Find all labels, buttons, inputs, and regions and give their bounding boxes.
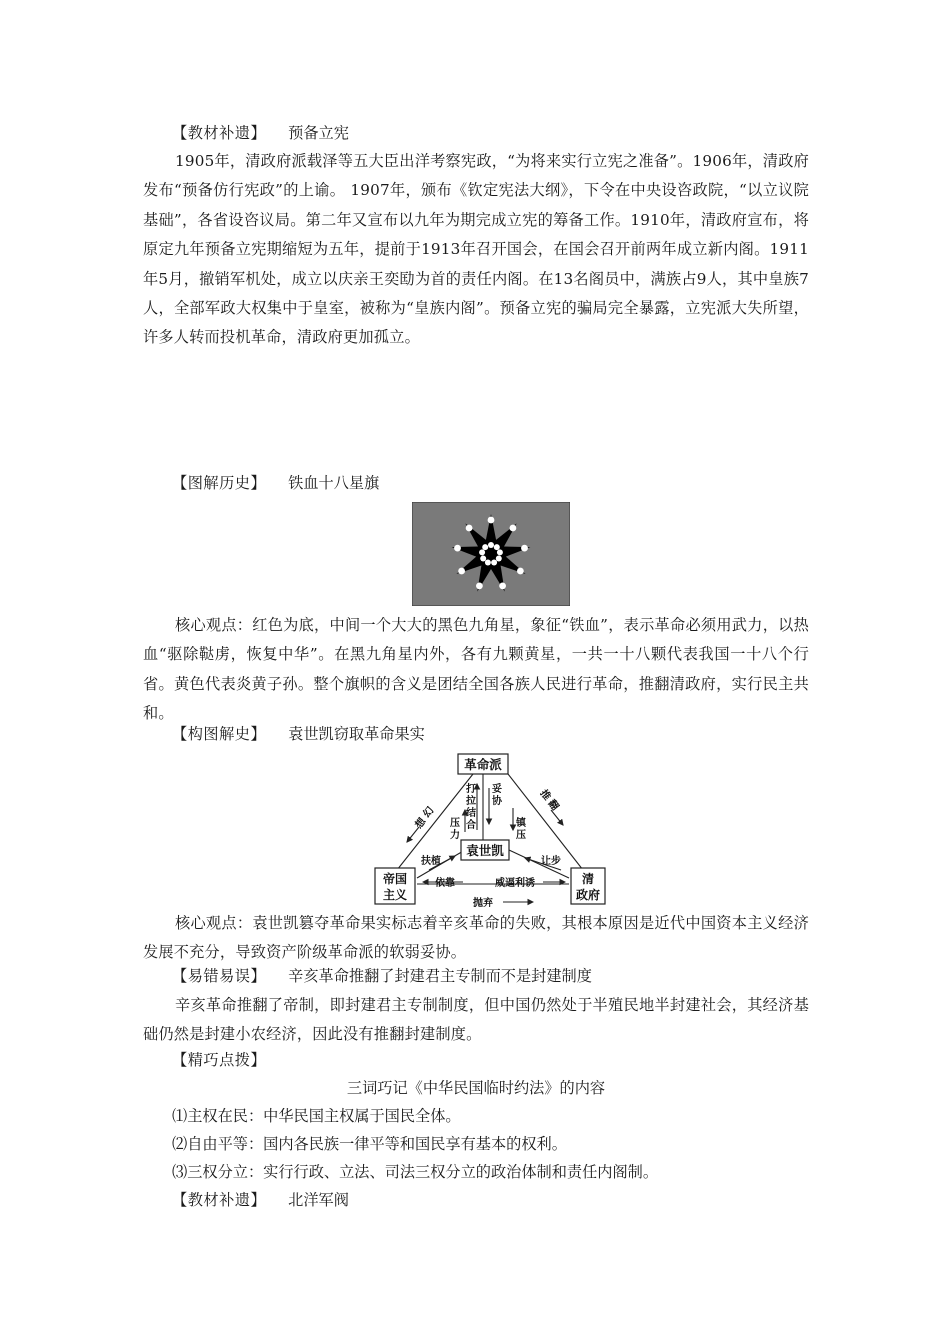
label-divide-2: 拉	[466, 796, 476, 807]
section-title: 辛亥革命推翻了封建君主专制而不是封建制度	[288, 967, 592, 985]
outer-star-dot	[466, 525, 473, 532]
label-compromise-1: 妥	[492, 784, 502, 795]
label-illusion-2: 想	[413, 816, 429, 831]
outer-star-dot	[517, 568, 524, 575]
label-coerce: 威逼利诱	[495, 878, 535, 889]
inner-star-dot	[482, 544, 488, 550]
label-overthrow-1: 推	[537, 788, 553, 803]
paragraph-yuan-core-view: 核心观点：袁世凯篡夺革命果实标志着辛亥革命的失败，其根本原因是近代中国资本主义经济发展不充分，导致资产阶级革命派的软弱妥协。	[143, 914, 809, 962]
section-heading-yuan	[172, 723, 425, 745]
label-abandon: 抛弃	[473, 898, 493, 908]
section-heading-common-mistake	[172, 965, 592, 987]
label-compromise-2: 协	[492, 796, 502, 807]
paragraph-flag-core-view: 核心观点：红色为底，中间一个大大的黑色九角星，象征“铁血”，表示革命必须用武力，以热血“驱除鞑虏，恢复中华”。在黑九角星内外，各有九颗黄星，一共一十八颗代表我国一十八个行省。黄色代表炎黄子孙。整个旗帜的含义是团结全国各族人民进行革命，推翻清政府，实行民主共和。	[143, 616, 809, 723]
label-overthrow-2: 翻	[545, 798, 561, 813]
paragraph-prep-constitution: 1905年，清政府派载泽等五大臣出洋考察宪政，“为将来实行立宪之准备”。1906年，清政府发布“预备仿行宪政”的上谕。 1907年，颁布《钦定宪法大纲》，下令在中央设咨政院，“以立议院基础”，各省设咨议局。第二年又宣布以九年为期完成立宪的筹备工作。1910年，清政府宣布，将原定九年预备立宪期缩短为五年，提前于1913年召开国会，在国会召开前两年成立新内阁。1911年5月，撤销军机处，成立以庆亲王奕劻为首的责任内阁。在13名阁员中，满族占9人，其中皇族7人，全部军政大权集中于皇室，被称为“皇族内阁”。预备立宪的骗局完全暴露，立宪派大失所望，许多人转而投机革命，清政府更加孤立。	[143, 152, 809, 347]
tips-item-3: ⑶三权分立：实行行政、立法、司法三权分立的政治体制和责任内阁制。	[172, 1163, 658, 1181]
label-support: 扶植	[421, 856, 441, 867]
label-pressure-2: 力	[450, 830, 460, 841]
outer-star-dot	[521, 545, 528, 552]
arrow-overthrow	[551, 810, 563, 825]
label-imperialism-1: 帝国	[382, 872, 408, 886]
section-title: 北洋军阀	[288, 1191, 349, 1209]
outer-star-dot	[488, 517, 495, 524]
section-heading-tips	[172, 1049, 266, 1071]
tips-item-2: ⑵自由平等：国内各民族一律平等和国民享有基本的权利。	[172, 1135, 567, 1153]
section-title: 铁血十八星旗	[288, 474, 380, 492]
section-tag: 【构图解史】	[172, 725, 267, 743]
label-yield: 让步	[541, 856, 561, 867]
label-yuan-shikai: 袁世凯	[466, 843, 504, 858]
inner-star-dot	[496, 556, 502, 562]
inner-star-dot	[480, 556, 486, 562]
section-tag: 【教材补遗】	[172, 124, 267, 142]
section-heading-prep-constitution	[172, 122, 349, 144]
label-divide-3: 结	[466, 808, 476, 819]
inner-star-dot	[488, 542, 494, 548]
section-tag: 【教材补遗】	[172, 1191, 267, 1209]
outer-star-dot	[458, 568, 465, 575]
section-title: 袁世凯窃取革命果实	[288, 725, 425, 743]
iron-blood-18-star-flag-image	[412, 502, 570, 606]
section-title: 预备立宪	[288, 124, 349, 142]
label-divide-4: 合	[466, 820, 476, 831]
outer-star-dot	[454, 545, 461, 552]
label-pressure-1: 压	[450, 818, 460, 829]
label-qing-2: 政府	[575, 888, 601, 902]
outer-star-dot	[476, 583, 483, 590]
label-imperialism-2: 主义	[382, 888, 408, 902]
arrow-illusion	[407, 827, 419, 842]
section-tag: 【易错易误】	[172, 967, 267, 985]
yuan-shikai-relationship-diagram	[373, 752, 607, 908]
inner-star-dot	[494, 544, 500, 550]
inner-star-dot	[491, 560, 497, 566]
label-divide-1: 打	[466, 784, 476, 795]
tips-item-1: ⑴主权在民：中华民国主权属于国民全体。	[172, 1107, 461, 1125]
label-suppress-2: 压	[516, 830, 526, 841]
tips-subtitle: 三词巧记《中华民国临时约法》的内容	[346, 1079, 606, 1097]
label-illusion-1: 幻	[421, 805, 437, 820]
paragraph-common-mistake: 辛亥革命推翻了帝制，即封建君主专制制度，但中国仍然处于半殖民地半封建社会，其经济基础仍然是封建小农经济，因此没有推翻封建制度。	[143, 996, 809, 1044]
label-revolutionaries: 革命派	[464, 757, 502, 772]
inner-star-dot	[497, 549, 503, 555]
section-heading-flag	[172, 472, 379, 494]
label-qing-1: 清	[581, 872, 595, 886]
section-tag: 【图解历史】	[172, 474, 267, 492]
label-depend: 依靠	[435, 878, 455, 889]
section-tag: 【精巧点拨】	[172, 1051, 267, 1069]
inner-star-dot	[479, 549, 485, 555]
outer-star-dot	[510, 525, 517, 532]
outer-star-dot	[499, 583, 506, 590]
label-suppress-1: 镇	[516, 818, 526, 829]
inner-star-dot	[485, 560, 491, 566]
section-heading-beiyang	[172, 1189, 349, 1211]
